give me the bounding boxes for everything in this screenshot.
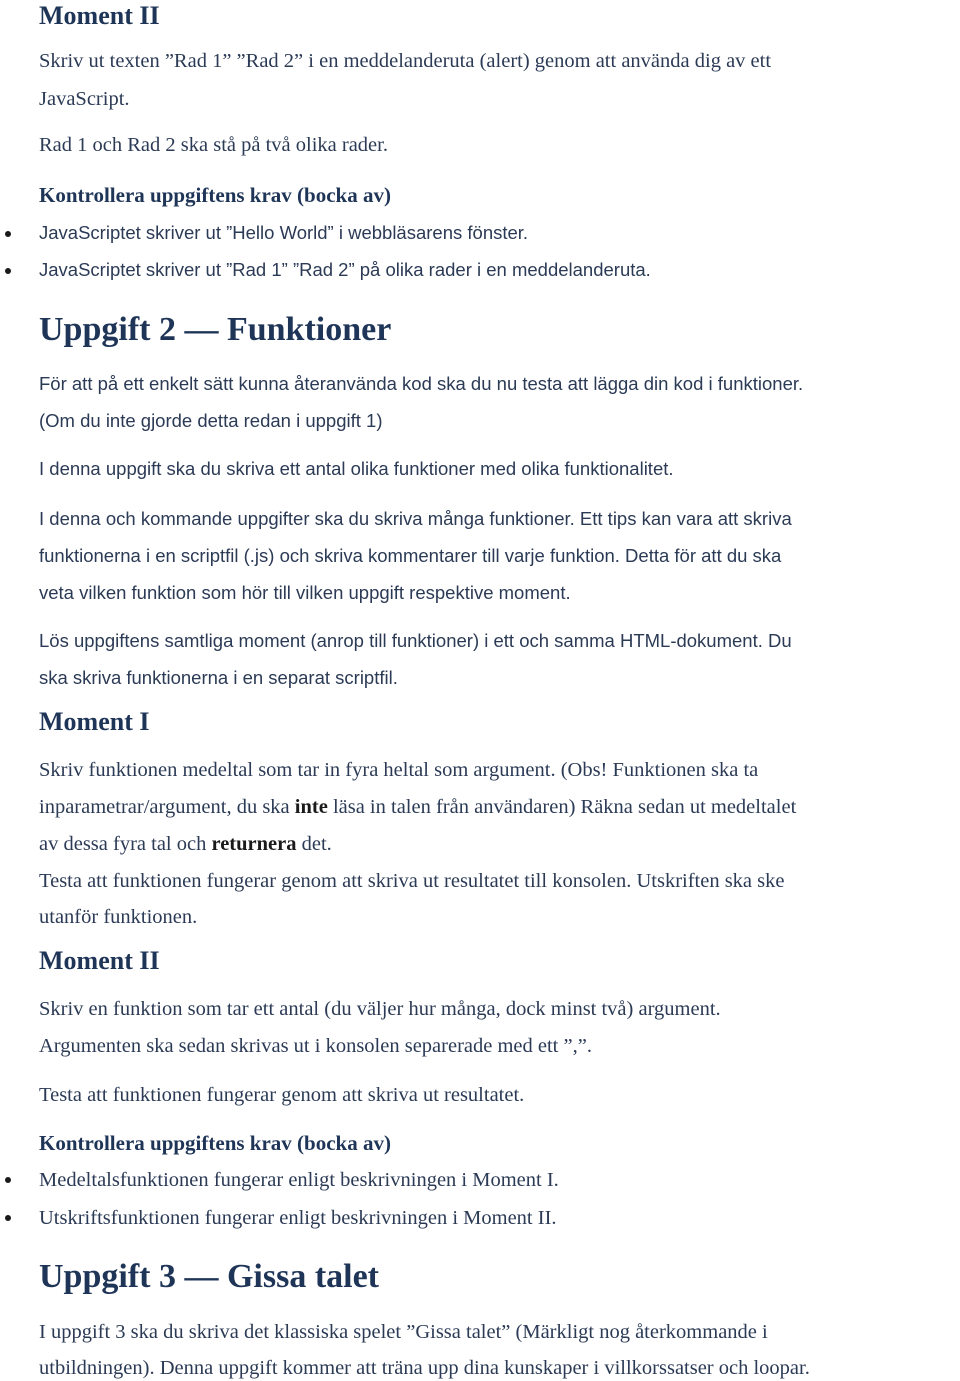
requirement-item xyxy=(39,1170,559,1191)
requirement-text: JavaScriptet skriver ut ”Rad 1” ”Rad 2” på olika rader i en meddelanderuta. xyxy=(39,259,651,280)
requirement-text: Utskriftsfunktionen fungerar enligt beskrivningen i Moment II. xyxy=(39,1207,557,1229)
requirement-text: JavaScriptet skriver ut ”Hello World” i webbläsarens fönster. xyxy=(39,222,529,243)
paragraph-line xyxy=(39,834,332,855)
task-heading: Uppgift 2 — Funktioner xyxy=(39,311,392,348)
requirement-item xyxy=(39,224,528,243)
emphasis-text: inte xyxy=(294,796,328,818)
paragraph-line: utbildningen). Denna uppgift kommer att träna upp dina kunskaper i villkorssatser och loopar. xyxy=(39,1357,810,1379)
paragraph-line: I denna uppgift ska du skriva ett antal olika funktioner med olika funktionalitet. xyxy=(39,458,674,479)
bullet-icon xyxy=(5,231,11,237)
paragraph-line: Skriv funktionen medeltal som tar in fyra heltal som argument. (Obs! Funktionen ska ta xyxy=(39,759,759,781)
bullet-icon xyxy=(5,1215,11,1221)
paragraph-line: I uppgift 3 ska du skriva det klassiska spelet ”Gissa talet” (Märkligt nog återkommande i xyxy=(39,1321,768,1343)
paragraph-line: Argumenten ska sedan skrivas ut i konsolen separerade med ett ”,”. xyxy=(39,1035,592,1057)
paragraph-line: utanför funktionen. xyxy=(39,906,198,928)
bullet-icon xyxy=(5,1177,11,1183)
requirement-item xyxy=(39,1208,557,1229)
paragraph-line: I denna och kommande uppgifter ska du skriva många funktioner. Ett tips kan vara att skriva xyxy=(39,508,792,529)
text-run: av dessa fyra tal och xyxy=(39,833,212,855)
requirement-item xyxy=(39,261,651,280)
moment-heading: Moment II xyxy=(39,946,160,975)
paragraph-line: Lös uppgiftens samtliga moment (anrop till funktioner) i ett och samma HTML-dokument. Du xyxy=(39,630,792,651)
paragraph-line: Skriv ut texten ”Rad 1” ”Rad 2” i en meddelanderuta (alert) genom att använda dig av ett xyxy=(39,50,772,72)
paragraph-line: Testa att funktionen fungerar genom att skriva ut resultatet. xyxy=(39,1084,525,1106)
text-run: inparametrar/argument, du ska xyxy=(39,796,295,818)
paragraph-line: (Om du inte gjorde detta redan i uppgift 1) xyxy=(39,410,383,431)
bullet-icon xyxy=(5,268,11,274)
paragraph-line: Skriv en funktion som tar ett antal (du väljer hur många, dock minst två) argument. xyxy=(39,998,721,1020)
paragraph-line: Testa att funktionen fungerar genom att skriva ut resultatet till konsolen. Utskriften ska ske xyxy=(39,870,785,892)
emphasis-text: returnera xyxy=(211,833,297,855)
paragraph-line: JavaScript. xyxy=(39,88,130,110)
requirement-text: Medeltalsfunktionen fungerar enligt beskrivningen i Moment I. xyxy=(39,1169,559,1191)
text-run: det. xyxy=(296,833,332,855)
task-heading: Uppgift 3 — Gissa talet xyxy=(39,1258,379,1295)
requirements-heading: Kontrollera uppgiftens krav (bocka av) xyxy=(39,1131,391,1155)
moment-heading: Moment I xyxy=(39,707,150,736)
moment-heading: Moment II xyxy=(39,1,160,30)
paragraph-line: För att på ett enkelt sätt kunna återanvända kod ska du nu testa att lägga din kod i funktioner. xyxy=(39,373,804,394)
paragraph-line: Rad 1 och Rad 2 ska stå på två olika rader. xyxy=(39,134,388,156)
paragraph-line: veta vilken funktion som hör till vilken uppgift respektive moment. xyxy=(39,582,571,603)
paragraph-line xyxy=(39,797,796,818)
text-run: läsa in talen från användaren) Räkna sedan ut medeltalet xyxy=(327,796,797,818)
paragraph-line: funktionerna i en scriptfil (.js) och skriva kommentarer till varje funktion. Detta för att du ska xyxy=(39,545,782,566)
paragraph-line: ska skriva funktionerna i en separat scriptfil. xyxy=(39,667,398,688)
requirements-heading: Kontrollera uppgiftens krav (bocka av) xyxy=(39,183,391,207)
